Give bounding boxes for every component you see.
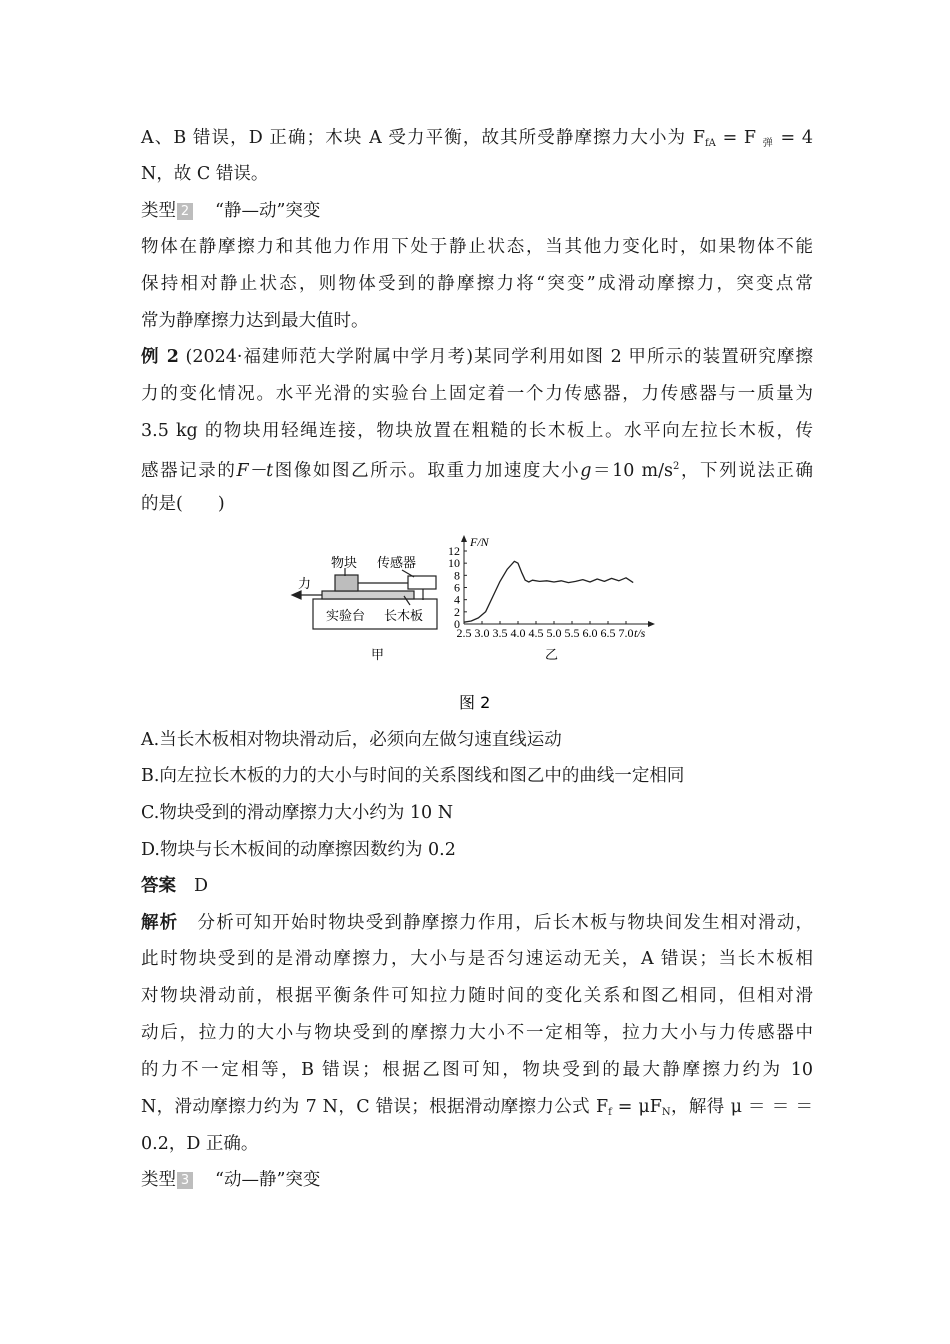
y-axis-label: F/N — [470, 535, 489, 549]
y-tick-label: 6 — [454, 580, 460, 595]
y-tick-label: 12 — [448, 544, 460, 558]
example-line: 感器记录的F－t图像如图乙所示。取重力加速度大小g＝10 $m/s^2$，下列说法正确 — [141, 461, 814, 481]
analysis-line: 的力不一定相等，B 错误；根据乙图可知，物块受到的最大静摩擦力约为 10 — [141, 1060, 813, 1080]
pull-arrow-head — [292, 591, 301, 599]
x-tick-label: 4.0 — [510, 626, 526, 640]
example-line: 的是( ) — [141, 494, 225, 514]
y-tick-label: 8 — [454, 568, 460, 583]
text-line: A、B 错误，D 正确；木块 A 受力平衡，故其所受静摩擦力大小为 $F_{fA} = F$ $_弹$ = 4 — [141, 128, 813, 149]
type-number-badge: 3 — [177, 1172, 193, 1189]
sensor — [408, 576, 436, 589]
analysis-line: N，滑动摩擦力约为 7 N，C 错误；根据滑动摩擦力公式 $F_f = \mu F_N$，解得 μ ＝ ＝ ＝ — [141, 1097, 813, 1118]
paragraph-line: 物体在静摩擦力和其他力作用下处于静止状态，当其他力变化时，如果物体不能 — [141, 237, 813, 257]
x-axis-arrow — [648, 621, 655, 627]
example-line: 例 2 (2024·福建师范大学附属中学月考)某同学利用如图 2 甲所示的装置研究摩擦 — [141, 347, 813, 367]
analysis-line: 0.2，D 正确。 — [141, 1134, 259, 1154]
block-label: 物块 — [331, 556, 358, 571]
analysis-label: 解析 — [141, 913, 179, 933]
x-tick-label: 5.5 — [564, 626, 580, 640]
example-label: 例 2 — [141, 347, 179, 367]
option-d: D.物块与长木板间的动摩擦因数约为 0.2 — [141, 840, 456, 860]
y-tick-label: 10 — [448, 556, 460, 571]
x-tick-label: 5.0 — [546, 626, 562, 640]
table-label: 实验台 — [326, 609, 366, 624]
analysis-line: 此时物块受到的是滑动摩擦力，大小与是否匀速运动无关，A 错误；当长木板相 — [141, 949, 813, 969]
force-time-chart — [448, 535, 655, 640]
force-series-line — [464, 561, 633, 622]
analysis-line: 动后，拉力的大小与物块受到的摩擦力大小不一定相等，拉力大小与力传感器中 — [141, 1023, 813, 1043]
option-a: A.当长木板相对物块滑动后，必须向左做匀速直线运动 — [141, 730, 562, 750]
analysis-line: 对物块滑动前，根据平衡条件可知拉力随时间的变化关系和图乙相同，但相对滑 — [141, 986, 813, 1006]
x-tick-label: 6.0 — [582, 626, 598, 640]
subfigure-caption-jia: 甲 — [371, 648, 385, 663]
y-tick-label: 2 — [454, 604, 460, 619]
answer-line — [141, 874, 208, 898]
y-tick-label: 0 — [454, 617, 460, 631]
section-heading-type2: 类型 2 “静—动”突变 — [141, 201, 321, 221]
long-board — [322, 591, 414, 599]
y-axis-arrow — [461, 535, 467, 542]
sensor-label: 传感器 — [377, 556, 417, 571]
subfigure-caption-yi: 乙 — [545, 648, 559, 663]
force-label: 力 — [298, 577, 312, 592]
x-tick-label: 2.5 — [456, 626, 472, 640]
x-tick-label: 3.0 — [474, 626, 490, 640]
x-tick-label: 7.0 — [618, 626, 634, 640]
section-heading-type3: 类型 3 “动—静”突变 — [141, 1170, 321, 1190]
analysis-line: 解析 分析可知开始时物块受到静摩擦力作用，后长木板与物块间发生相对滑动， — [141, 913, 814, 933]
board-label: 长木板 — [384, 609, 424, 624]
option-c: C.物块受到的滑动摩擦力大小约为 10 N — [141, 803, 454, 823]
text-line: N，故 C 错误。 — [141, 164, 269, 184]
paragraph-line: 保持相对静止状态，则物体受到的静摩擦力将“突变”成滑动摩擦力，突变点常 — [141, 274, 813, 294]
figure-caption: 图 2 — [459, 693, 491, 712]
x-axis-label: t/s — [634, 626, 646, 640]
block — [335, 575, 358, 591]
example-line: 3.5 kg 的物块用轻绳连接，物块放置在粗糙的长木板上。水平向左拉长木板，传 — [141, 421, 813, 441]
x-tick-label: 6.5 — [600, 626, 616, 640]
answer-label: 答案 — [141, 876, 176, 896]
answer-value: D — [194, 876, 209, 896]
option-b: B.向左拉长木板的力的大小与时间的关系图线和图乙中的曲线一定相同 — [141, 766, 685, 786]
paragraph-line: 常为静摩擦力达到最大值时。 — [141, 311, 369, 331]
example-line: 力的变化情况。水平光滑的实验台上固定着一个力传感器，力传感器与一质量为 — [141, 384, 813, 404]
x-tick-label: 4.5 — [528, 626, 544, 640]
type-number-badge: 2 — [177, 203, 193, 220]
y-tick-label: 4 — [454, 592, 460, 607]
x-tick-label: 3.5 — [492, 626, 508, 640]
